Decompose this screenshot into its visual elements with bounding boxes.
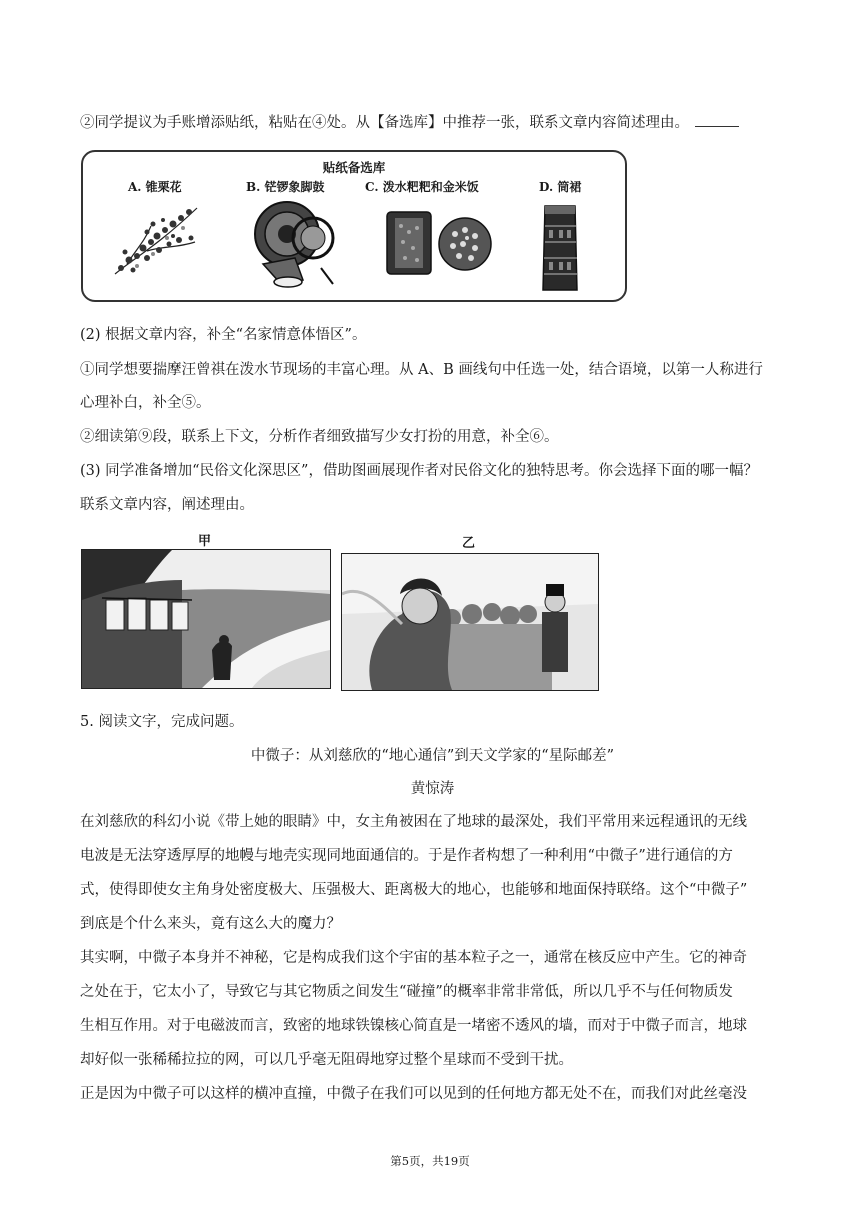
question-5-heading: 5. 阅读文字，完成问题。 (80, 714, 244, 730)
rice-cake-icon (383, 200, 495, 284)
question-sticker (80, 112, 785, 133)
image-yi-label: 乙 (462, 536, 476, 551)
sticker-library-title: 贴纸备选库 (322, 160, 386, 175)
sticker-option-b-label: B. 铓锣象脚鼓 (246, 180, 325, 194)
page-footer: 第5页，共19页 (390, 1154, 470, 1168)
article-line: 之处在于，它太小了，导致它与其它物质之间发生“碰撞”的概率非常非常低，所以几乎不与任何物质发 (80, 984, 733, 1000)
answer-blank[interactable] (695, 112, 739, 127)
question-2-1-line2: 心理补白，补全⑤。 (80, 395, 211, 411)
article-line: 式，使得即使女主角身处密度极大、压强极大、距离极大的地心，也能够和地面保持联络。这个“中微子” (80, 882, 748, 898)
question-3-line1: (3) 同学准备增加“民俗文化深思区”，借助图画展现作者对民俗文化的独特思考。你会选择下面的哪一幅？ (80, 463, 758, 479)
article-line: 到底是个什么来头，竟有这么大的魔力？ (80, 916, 341, 932)
sticker-library-box (81, 150, 627, 302)
village-river-scene-icon (82, 550, 330, 688)
article-line: 其实啊，中微子本身并不神秘，它是构成我们这个宇宙的基本粒子之一，通常在核反应中产生。它的神奇 (80, 950, 747, 966)
article-line: 却好似一张稀稀拉拉的网，可以几乎毫无阻碍地穿过整个星球而不受到干扰。 (80, 1052, 573, 1068)
chestnut-flower-icon (107, 196, 207, 284)
tube-skirt-icon (537, 202, 583, 294)
article-line: 生相互作用。对于电磁波而言，致密的地球铁镍核心简直是一堵密不透风的墙，而对于中微子而言，地球 (80, 1018, 747, 1034)
sticker-option-a-label: A. 锥栗花 (128, 180, 182, 194)
water-festival-scene-icon (342, 554, 598, 690)
question-2-title: (2) 根据文章内容，补全“名家情意体悟区”。 (80, 327, 367, 343)
image-jia (81, 549, 331, 689)
article-title: 中微子：从刘慈欣的“地心通信”到天文学家的“星际邮差” (250, 748, 615, 764)
question-sticker-text: ②同学提议为手账增添贴纸，粘贴在④处。从【备选库】中推荐一张，联系文章内容简述理由。 (80, 115, 689, 131)
article-line: 在刘慈欣的科幻小说《带上她的眼睛》中，女主角被困在了地球的最深处，我们平常用来远程通讯的无线 (80, 814, 747, 830)
image-jia-label: 甲 (198, 534, 212, 549)
sticker-option-c-label: C. 泼水粑粑和金米饭 (365, 180, 479, 194)
sticker-option-d-label: D. 筒裙 (539, 180, 582, 194)
question-2-2: ②细读第⑨段，联系上下文，分析作者细致描写少女打扮的用意，补全⑥。 (80, 429, 559, 445)
question-2-1-line1: ①同学想要揣摩汪曾祺在泼水节现场的丰富心理。从 A、B 画线句中任选一处，结合语境，以第一人称进行 (80, 362, 763, 378)
article-line: 正是因为中微子可以这样的横冲直撞，中微子在我们可以见到的任何地方都无处不在，而我们对此丝毫没 (80, 1086, 747, 1102)
gong-drum-icon (243, 194, 335, 288)
image-yi (341, 553, 599, 691)
article-author: 黄惊涛 (410, 781, 455, 797)
article-line: 电波是无法穿透厚厚的地幔与地壳实现同地面通信的。于是作者构想了一种利用“中微子”进行通信的方 (80, 848, 733, 864)
question-3-line2: 联系文章内容，阐述理由。 (80, 497, 254, 513)
